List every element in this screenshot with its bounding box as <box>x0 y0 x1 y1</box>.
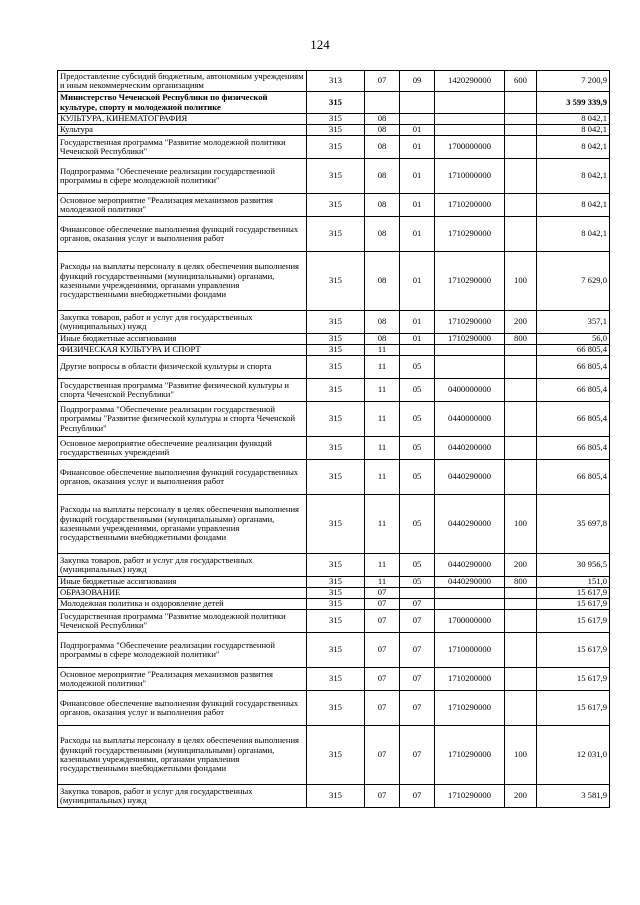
table-row <box>58 588 610 599</box>
table-row <box>58 71 610 92</box>
ministry-code-cell: 315 <box>307 334 365 345</box>
row-name-cell: Основное мероприятие обеспечение реализации функций государственных учреждений <box>58 437 307 460</box>
expense-type-cell <box>505 345 537 356</box>
table-row <box>58 726 610 785</box>
table-row <box>58 633 610 668</box>
table-row <box>58 194 610 217</box>
subsection-code-cell: 07 <box>400 599 435 610</box>
row-name-cell: КУЛЬТУРА, КИНЕМАТОГРАФИЯ <box>58 114 307 125</box>
amount-cell: 3 599 339,9 <box>537 92 610 114</box>
table-row <box>58 402 610 437</box>
row-name-cell: Другие вопросы в области физической культуры и спорта <box>58 356 307 379</box>
ministry-code-cell: 315 <box>307 610 365 633</box>
expense-type-cell <box>505 668 537 691</box>
row-name-cell: Основное мероприятие "Реализация механизмов развития молодежной политики" <box>58 194 307 217</box>
table-row <box>58 92 610 114</box>
table-row <box>58 345 610 356</box>
table-row <box>58 334 610 345</box>
target-article-cell: 1710200000 <box>435 668 505 691</box>
section-code-cell: 07 <box>365 610 400 633</box>
row-name-cell: Финансовое обеспечение выполнения функций государственных органов, оказания услуг и выполнения работ <box>58 460 307 495</box>
row-name-cell: Расходы на выплаты персоналу в целях обеспечения выполнения функций государственными (муниципальными) органами, казенными учреждениями, органами управления государственными внебюджетными фондами <box>58 726 307 785</box>
section-code-cell: 07 <box>365 691 400 726</box>
section-code-cell: 08 <box>365 136 400 159</box>
section-code-cell: 07 <box>365 588 400 599</box>
target-article-cell: 1710290000 <box>435 334 505 345</box>
table-row <box>58 252 610 311</box>
target-article-cell: 1420290000 <box>435 71 505 92</box>
ministry-code-cell: 315 <box>307 311 365 334</box>
target-article-cell: 0440290000 <box>435 577 505 588</box>
row-name-cell: Иные бюджетные ассигнования <box>58 577 307 588</box>
subsection-code-cell: 07 <box>400 691 435 726</box>
target-article-cell: 1710290000 <box>435 217 505 252</box>
section-code-cell: 07 <box>365 633 400 668</box>
expense-type-cell: 200 <box>505 311 537 334</box>
amount-cell: 12 031,0 <box>537 726 610 785</box>
subsection-code-cell: 05 <box>400 577 435 588</box>
row-name-cell: Государственная программа "Развитие молодежной политики Чеченской Республики" <box>58 610 307 633</box>
subsection-code-cell <box>400 588 435 599</box>
ministry-code-cell: 315 <box>307 588 365 599</box>
row-name-cell: Государственная программа "Развитие молодежной политики Чеченской Республики" <box>58 136 307 159</box>
table-row <box>58 460 610 495</box>
table-row <box>58 379 610 402</box>
table-row <box>58 668 610 691</box>
subsection-code-cell: 05 <box>400 554 435 577</box>
expense-type-cell <box>505 217 537 252</box>
subsection-code-cell: 07 <box>400 726 435 785</box>
table-row <box>58 311 610 334</box>
ministry-code-cell: 315 <box>307 577 365 588</box>
row-name-cell: Финансовое обеспечение выполнения функций государственных органов, оказания услуг и выполнения работ <box>58 691 307 726</box>
section-code-cell: 08 <box>365 159 400 194</box>
amount-cell: 8 042,1 <box>537 217 610 252</box>
row-name-cell: ФИЗИЧЕСКАЯ КУЛЬТУРА И СПОРТ <box>58 345 307 356</box>
target-article-cell <box>435 345 505 356</box>
section-code-cell: 08 <box>365 311 400 334</box>
target-article-cell <box>435 588 505 599</box>
ministry-code-cell: 315 <box>307 785 365 808</box>
target-article-cell: 0440200000 <box>435 437 505 460</box>
ministry-code-cell: 315 <box>307 217 365 252</box>
expense-type-cell <box>505 402 537 437</box>
section-code-cell: 08 <box>365 194 400 217</box>
row-name-cell: Финансовое обеспечение выполнения функций государственных органов, оказания услуг и выполнения работ <box>58 217 307 252</box>
target-article-cell: 1710200000 <box>435 194 505 217</box>
target-article-cell <box>435 92 505 114</box>
ministry-code-cell: 313 <box>307 71 365 92</box>
amount-cell: 7 629,0 <box>537 252 610 311</box>
expense-type-cell <box>505 125 537 136</box>
row-name-cell: Подпрограмма "Обеспечение реализации государственной программы "Развитие физической культуры и спорта Чеченской Республики" <box>58 402 307 437</box>
row-name-cell: Подпрограмма "Обеспечение реализации государственной программы в сфере молодежной политики" <box>58 633 307 668</box>
amount-cell: 8 042,1 <box>537 114 610 125</box>
table-row <box>58 785 610 808</box>
section-code-cell: 07 <box>365 726 400 785</box>
section-code-cell: 08 <box>365 114 400 125</box>
row-name-cell: Культура <box>58 125 307 136</box>
section-code-cell: 08 <box>365 252 400 311</box>
amount-cell: 66 805,4 <box>537 345 610 356</box>
section-code-cell: 11 <box>365 356 400 379</box>
subsection-code-cell: 01 <box>400 159 435 194</box>
section-code-cell: 11 <box>365 402 400 437</box>
expense-type-cell <box>505 599 537 610</box>
section-code-cell: 07 <box>365 668 400 691</box>
row-name-cell: Закупка товаров, работ и услуг для государственных (муниципальных) нужд <box>58 554 307 577</box>
expense-type-cell <box>505 159 537 194</box>
ministry-code-cell: 315 <box>307 633 365 668</box>
target-article-cell: 1710290000 <box>435 785 505 808</box>
subsection-code-cell: 05 <box>400 379 435 402</box>
table-row <box>58 114 610 125</box>
subsection-code-cell: 07 <box>400 668 435 691</box>
amount-cell: 15 617,9 <box>537 668 610 691</box>
section-code-cell <box>365 92 400 114</box>
ministry-code-cell: 315 <box>307 402 365 437</box>
page-number: 124 <box>310 37 330 52</box>
expense-type-cell: 600 <box>505 71 537 92</box>
subsection-code-cell: 09 <box>400 71 435 92</box>
target-article-cell <box>435 114 505 125</box>
amount-cell: 357,1 <box>537 311 610 334</box>
target-article-cell: 0440000000 <box>435 402 505 437</box>
amount-cell: 8 042,1 <box>537 136 610 159</box>
ministry-code-cell: 315 <box>307 495 365 554</box>
subsection-code-cell <box>400 92 435 114</box>
ministry-code-cell: 315 <box>307 691 365 726</box>
table-row <box>58 554 610 577</box>
amount-cell: 8 042,1 <box>537 194 610 217</box>
table-row <box>58 136 610 159</box>
section-code-cell: 11 <box>365 437 400 460</box>
target-article-cell: 1710290000 <box>435 252 505 311</box>
subsection-code-cell: 07 <box>400 633 435 668</box>
subsection-code-cell: 05 <box>400 437 435 460</box>
target-article-cell: 1710290000 <box>435 726 505 785</box>
target-article-cell <box>435 356 505 379</box>
target-article-cell: 1710290000 <box>435 311 505 334</box>
subsection-code-cell: 01 <box>400 217 435 252</box>
amount-cell: 66 805,4 <box>537 379 610 402</box>
expense-type-cell: 800 <box>505 577 537 588</box>
amount-cell: 15 617,9 <box>537 633 610 668</box>
section-code-cell: 11 <box>365 345 400 356</box>
subsection-code-cell <box>400 345 435 356</box>
subsection-code-cell: 01 <box>400 125 435 136</box>
table-row <box>58 577 610 588</box>
table-row <box>58 437 610 460</box>
expense-type-cell <box>505 691 537 726</box>
expense-type-cell <box>505 194 537 217</box>
subsection-code-cell: 05 <box>400 460 435 495</box>
expense-type-cell <box>505 437 537 460</box>
section-code-cell: 08 <box>365 217 400 252</box>
amount-cell: 8 042,1 <box>537 125 610 136</box>
table-row <box>58 125 610 136</box>
ministry-code-cell: 315 <box>307 114 365 125</box>
subsection-code-cell: 01 <box>400 252 435 311</box>
expense-type-cell <box>505 633 537 668</box>
section-code-cell: 07 <box>365 599 400 610</box>
table-row <box>58 495 610 554</box>
ministry-code-cell: 315 <box>307 599 365 610</box>
subsection-code-cell: 01 <box>400 194 435 217</box>
ministry-code-cell: 315 <box>307 356 365 379</box>
ministry-code-cell: 315 <box>307 136 365 159</box>
subsection-code-cell: 05 <box>400 356 435 379</box>
amount-cell: 66 805,4 <box>537 437 610 460</box>
section-code-cell: 11 <box>365 495 400 554</box>
amount-cell: 3 581,9 <box>537 785 610 808</box>
amount-cell: 8 042,1 <box>537 159 610 194</box>
table-row <box>58 159 610 194</box>
table-row <box>58 691 610 726</box>
amount-cell: 56,0 <box>537 334 610 345</box>
section-code-cell: 11 <box>365 460 400 495</box>
subsection-code-cell: 01 <box>400 334 435 345</box>
section-code-cell: 08 <box>365 125 400 136</box>
row-name-cell: ОБРАЗОВАНИЕ <box>58 588 307 599</box>
expense-type-cell: 200 <box>505 785 537 808</box>
expense-type-cell <box>505 136 537 159</box>
subsection-code-cell: 07 <box>400 785 435 808</box>
row-name-cell: Министерство Чеченской Республики по физической культуре, спорту и молодежной политике <box>58 92 307 114</box>
expense-type-cell <box>505 379 537 402</box>
ministry-code-cell: 315 <box>307 125 365 136</box>
target-article-cell <box>435 125 505 136</box>
amount-cell: 151,0 <box>537 577 610 588</box>
section-code-cell: 11 <box>365 379 400 402</box>
row-name-cell: Расходы на выплаты персоналу в целях обеспечения выполнения функций государственными (муниципальными) органами, казенными учреждениями, органами управления государственными внебюджетными фондами <box>58 252 307 311</box>
expense-type-cell <box>505 588 537 599</box>
amount-cell: 66 805,4 <box>537 356 610 379</box>
ministry-code-cell: 315 <box>307 159 365 194</box>
section-code-cell: 07 <box>365 71 400 92</box>
amount-cell: 30 956,5 <box>537 554 610 577</box>
subsection-code-cell <box>400 114 435 125</box>
ministry-code-cell: 315 <box>307 437 365 460</box>
target-article-cell: 1700000000 <box>435 136 505 159</box>
table-row <box>58 356 610 379</box>
row-name-cell: Иные бюджетные ассигнования <box>58 334 307 345</box>
table-body <box>58 71 610 808</box>
section-code-cell: 11 <box>365 577 400 588</box>
expense-type-cell <box>505 610 537 633</box>
target-article-cell: 1710000000 <box>435 159 505 194</box>
table-row <box>58 610 610 633</box>
expense-type-cell: 100 <box>505 495 537 554</box>
amount-cell: 15 617,9 <box>537 588 610 599</box>
subsection-code-cell: 07 <box>400 610 435 633</box>
target-article-cell: 0440290000 <box>435 554 505 577</box>
target-article-cell: 1700000000 <box>435 610 505 633</box>
target-article-cell: 1710000000 <box>435 633 505 668</box>
section-code-cell: 07 <box>365 785 400 808</box>
expense-type-cell <box>505 114 537 125</box>
ministry-code-cell: 315 <box>307 252 365 311</box>
row-name-cell: Расходы на выплаты персоналу в целях обеспечения выполнения функций государственными (муниципальными) органами, казенными учреждениями, органами управления государственными внебюджетными фондами <box>58 495 307 554</box>
budget-table <box>57 70 610 808</box>
subsection-code-cell: 05 <box>400 402 435 437</box>
target-article-cell: 0440290000 <box>435 495 505 554</box>
row-name-cell: Подпрограмма "Обеспечение реализации государственной программы в сфере молодежной политики" <box>58 159 307 194</box>
expense-type-cell: 800 <box>505 334 537 345</box>
subsection-code-cell: 05 <box>400 495 435 554</box>
row-name-cell: Закупка товаров, работ и услуг для государственных (муниципальных) нужд <box>58 311 307 334</box>
expense-type-cell: 200 <box>505 554 537 577</box>
ministry-code-cell: 315 <box>307 668 365 691</box>
table-row <box>58 217 610 252</box>
expense-type-cell <box>505 92 537 114</box>
ministry-code-cell: 315 <box>307 554 365 577</box>
target-article-cell: 0440290000 <box>435 460 505 495</box>
expense-type-cell: 100 <box>505 252 537 311</box>
amount-cell: 15 617,9 <box>537 610 610 633</box>
row-name-cell: Основное мероприятие "Реализация механизмов развития молодежной политики" <box>58 668 307 691</box>
row-name-cell: Молодежная политика и оздоровление детей <box>58 599 307 610</box>
row-name-cell: Предоставление субсидий бюджетным, автономным учреждениям и иным некоммерческим организациям <box>58 71 307 92</box>
ministry-code-cell: 315 <box>307 460 365 495</box>
amount-cell: 66 805,4 <box>537 460 610 495</box>
row-name-cell: Государственная программа "Развитие физической культуры и спорта Чеченской Республики" <box>58 379 307 402</box>
expense-type-cell: 100 <box>505 726 537 785</box>
ministry-code-cell: 315 <box>307 726 365 785</box>
ministry-code-cell: 315 <box>307 379 365 402</box>
amount-cell: 15 617,9 <box>537 691 610 726</box>
section-code-cell: 08 <box>365 334 400 345</box>
ministry-code-cell: 315 <box>307 345 365 356</box>
table-row <box>58 599 610 610</box>
subsection-code-cell: 01 <box>400 136 435 159</box>
amount-cell: 15 617,9 <box>537 599 610 610</box>
ministry-code-cell: 315 <box>307 194 365 217</box>
amount-cell: 7 200,9 <box>537 71 610 92</box>
ministry-code-cell: 315 <box>307 92 365 114</box>
row-name-cell: Закупка товаров, работ и услуг для государственных (муниципальных) нужд <box>58 785 307 808</box>
expense-type-cell <box>505 356 537 379</box>
target-article-cell <box>435 599 505 610</box>
target-article-cell: 0400000000 <box>435 379 505 402</box>
amount-cell: 66 805,4 <box>537 402 610 437</box>
subsection-code-cell: 01 <box>400 311 435 334</box>
target-article-cell: 1710290000 <box>435 691 505 726</box>
amount-cell: 35 697,8 <box>537 495 610 554</box>
expense-type-cell <box>505 460 537 495</box>
section-code-cell: 11 <box>365 554 400 577</box>
